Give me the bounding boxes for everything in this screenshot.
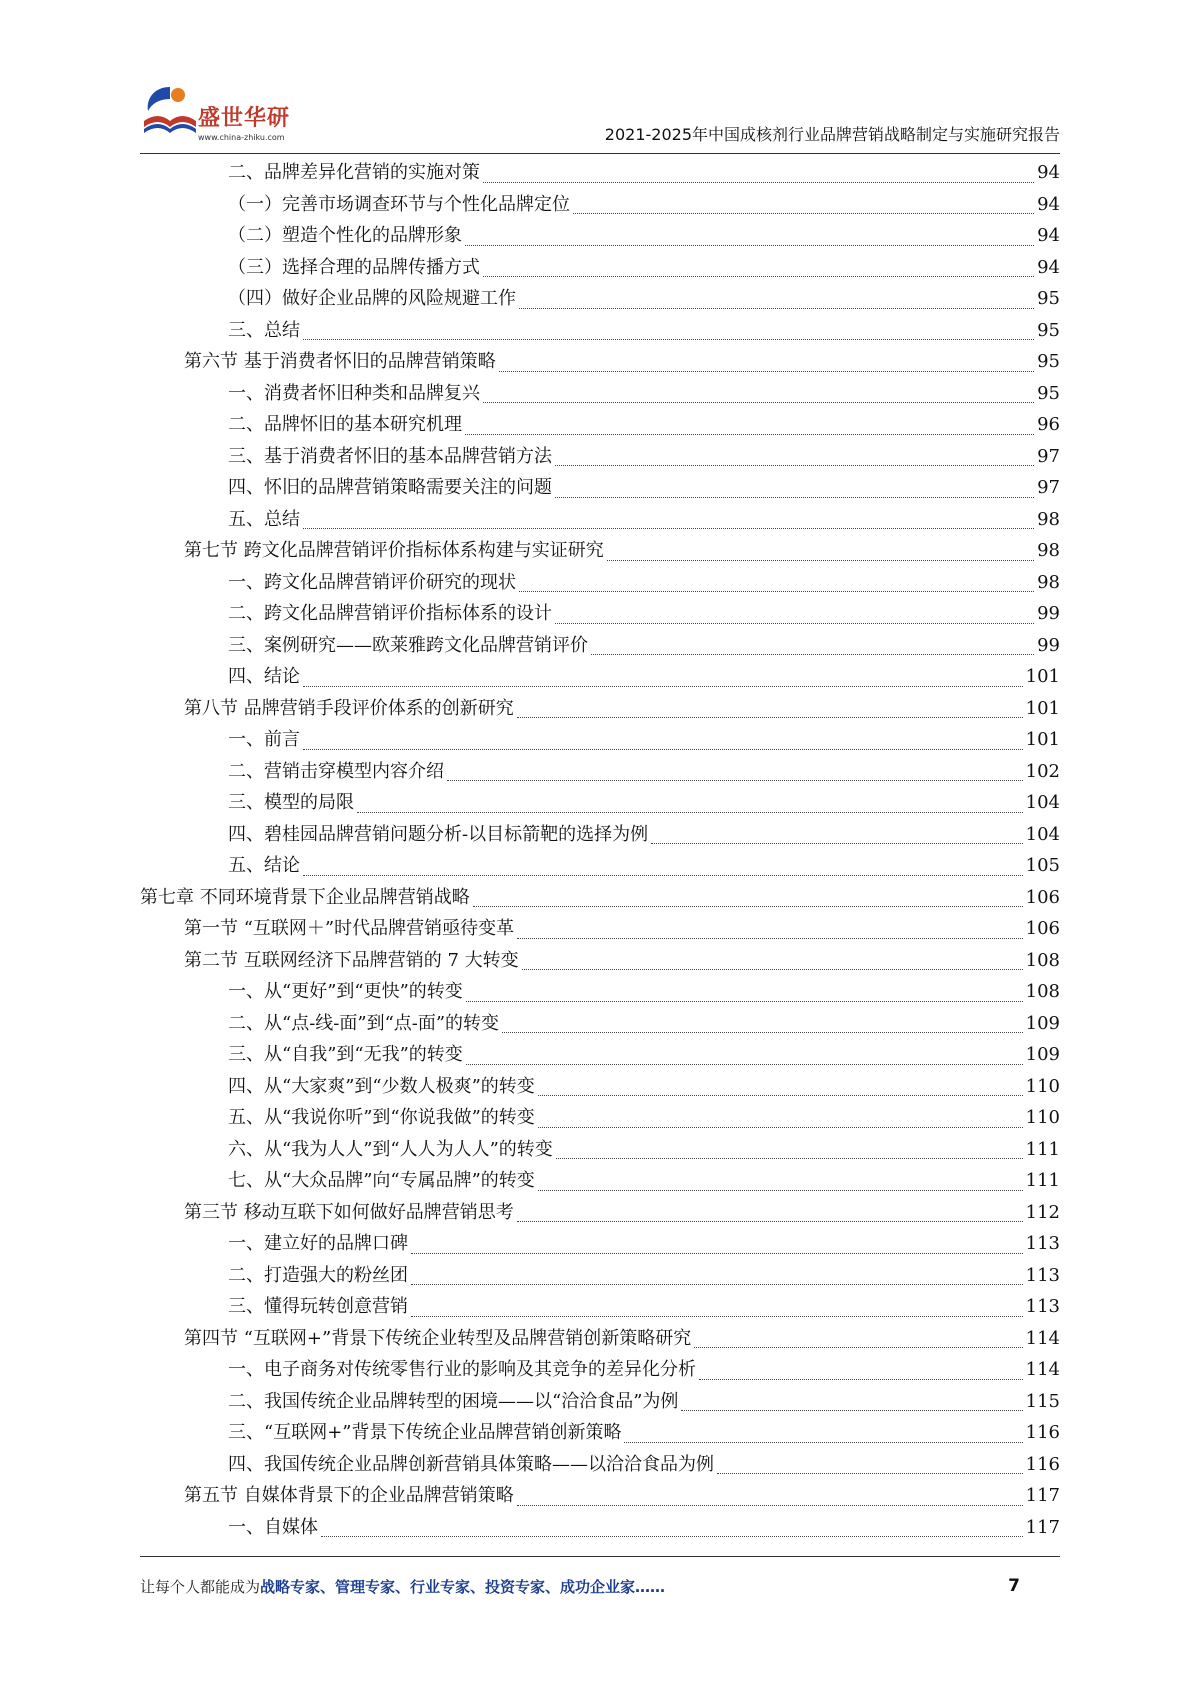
toc-leader-dots <box>411 1253 1023 1254</box>
toc-entry-page: 109 <box>1025 1012 1060 1034</box>
toc-entry-label: 四、碧桂园品牌营销问题分析-以目标箭靶的选择为例 <box>228 823 649 845</box>
toc-entry-label: 第六节 基于消费者怀旧的品牌营销策略 <box>184 351 496 372</box>
toc-leader-dots <box>624 1442 1022 1443</box>
page-number: 7 <box>1008 1576 1020 1596</box>
toc-entry-page: 102 <box>1025 760 1060 782</box>
toc-entry-page: 106 <box>1025 918 1060 939</box>
toc-entry-label: 第八节 品牌营销手段评价体系的创新研究 <box>184 697 514 719</box>
toc-entry-label: 三、懂得玩转创意营销 <box>228 1296 408 1317</box>
toc-leader-dots <box>573 213 1034 214</box>
toc-entry[interactable] <box>140 787 1060 819</box>
toc-leader-dots <box>556 1158 1023 1159</box>
toc-leader-dots <box>555 465 1034 466</box>
toc-leader-dots <box>411 1284 1023 1285</box>
toc-entry[interactable] <box>140 976 1060 1008</box>
toc-entry[interactable] <box>140 819 1060 851</box>
toc-leader-dots <box>303 875 1023 876</box>
toc-leader-dots <box>517 938 1023 939</box>
toc-leader-dots <box>466 1064 1023 1065</box>
footer-slogan-prefix: 让每个人都能成为 <box>140 1578 261 1596</box>
toc-entry[interactable] <box>140 283 1060 315</box>
toc-entry-label: 三、从“自我”到“无我”的转变 <box>228 1044 463 1065</box>
toc-entry-label: 一、从“更好”到“更快”的转变 <box>228 981 463 1002</box>
toc-leader-dots <box>517 1505 1023 1506</box>
toc-entry[interactable] <box>140 346 1060 378</box>
toc-entry-page: 113 <box>1025 1233 1060 1254</box>
toc-entry[interactable] <box>140 1071 1060 1103</box>
toc-entry[interactable] <box>140 661 1060 693</box>
toc-entry-page: 99 <box>1037 634 1060 656</box>
report-title: 2021-2025年中国成核剂行业品牌营销战略制定与实施研究报告 <box>604 125 1060 144</box>
toc-entry-page: 112 <box>1025 1201 1060 1223</box>
table-of-contents <box>140 157 1060 1543</box>
page-header <box>140 75 1060 153</box>
toc-entry-label: 一、自媒体 <box>228 1516 318 1538</box>
toc-leader-dots <box>607 560 1034 561</box>
toc-entry-label: 七、从“大众品牌”向“专属品牌”的转变 <box>228 1170 535 1191</box>
toc-leader-dots <box>519 591 1034 592</box>
toc-entry-page: 117 <box>1025 1516 1060 1538</box>
toc-entry-label: 第一节 “互联网＋”时代品牌营销亟待变革 <box>184 918 515 939</box>
toc-leader-dots <box>483 182 1034 183</box>
toc-entry-label: 三、总结 <box>228 319 300 341</box>
toc-entry-page: 95 <box>1037 319 1060 341</box>
toc-entry[interactable] <box>140 472 1060 504</box>
toc-entry[interactable] <box>140 1008 1060 1040</box>
toc-entry-label: 一、建立好的品牌口碑 <box>228 1233 408 1254</box>
toc-leader-dots <box>651 843 1023 844</box>
toc-entry[interactable] <box>140 189 1060 221</box>
toc-entry-page: 111 <box>1025 1138 1060 1160</box>
toc-entry[interactable] <box>140 315 1060 347</box>
toc-entry-page: 94 <box>1037 162 1060 183</box>
toc-leader-dots <box>502 1032 1023 1033</box>
toc-entry-page: 98 <box>1037 571 1060 593</box>
toc-entry-page: 101 <box>1025 666 1060 687</box>
toc-entry[interactable] <box>140 1228 1060 1260</box>
toc-leader-dots <box>538 1095 1023 1096</box>
toc-entry[interactable] <box>140 1197 1060 1229</box>
toc-entry-label: 第二节 互联网经济下品牌营销的 7 大转变 <box>184 949 519 971</box>
logo-text: 盛世华研 <box>198 106 291 131</box>
toc-leader-dots <box>465 245 1034 246</box>
toc-leader-dots <box>303 749 1023 750</box>
toc-entry-label: 一、消费者怀旧种类和品牌复兴 <box>228 382 480 404</box>
toc-entry[interactable] <box>140 1165 1060 1197</box>
toc-entry-page: 94 <box>1037 256 1060 278</box>
toc-entry-label: 第七章 不同环境背景下企业品牌营销战略 <box>140 886 470 908</box>
toc-entry[interactable] <box>140 1260 1060 1292</box>
toc-entry-label: 二、品牌差异化营销的实施对策 <box>228 162 480 183</box>
toc-leader-dots <box>499 371 1034 372</box>
toc-leader-dots <box>519 308 1034 309</box>
toc-entry-page: 113 <box>1025 1296 1060 1317</box>
toc-entry-page: 111 <box>1025 1170 1060 1191</box>
toc-entry-label: 三、“互联网+”背景下传统企业品牌营销创新策略 <box>228 1422 622 1443</box>
toc-entry-page: 101 <box>1025 729 1060 750</box>
toc-entry[interactable] <box>140 1291 1060 1323</box>
toc-entry-label: 五、从“我说你听”到“你说我做”的转变 <box>228 1107 535 1128</box>
toc-entry-page: 99 <box>1037 603 1060 624</box>
toc-entry[interactable] <box>140 409 1060 441</box>
toc-leader-dots <box>447 780 1023 781</box>
toc-entry[interactable] <box>140 913 1060 945</box>
toc-entry-page: 115 <box>1025 1390 1060 1412</box>
toc-entry-label: 二、从“点-线-面”到“点-面”的转变 <box>228 1012 500 1034</box>
toc-entry-label: 六、从“我为人人”到“人人为人人”的转变 <box>228 1138 553 1160</box>
toc-leader-dots <box>303 686 1023 687</box>
toc-entry[interactable] <box>140 1102 1060 1134</box>
toc-entry[interactable] <box>140 252 1060 284</box>
toc-entry[interactable] <box>140 1417 1060 1449</box>
toc-leader-dots <box>321 1536 1023 1537</box>
toc-entry-page: 98 <box>1037 540 1060 561</box>
toc-entry-label: 四、怀旧的品牌营销策略需要关注的问题 <box>228 477 552 498</box>
toc-leader-dots <box>717 1473 1023 1474</box>
toc-entry-label: 二、我国传统企业品牌转型的困境——以“洽洽食品”为例 <box>228 1390 679 1412</box>
toc-entry-label: （一）完善市场调查环节与个性化品牌定位 <box>228 193 570 215</box>
toc-leader-dots <box>538 1127 1023 1128</box>
toc-entry-page: 98 <box>1037 508 1060 530</box>
toc-entry[interactable] <box>140 850 1060 882</box>
toc-leader-dots <box>357 812 1023 813</box>
toc-entry-label: 第五节 自媒体背景下的企业品牌营销策略 <box>184 1485 514 1506</box>
toc-entry-label: 三、案例研究——欧莱雅跨文化品牌营销评价 <box>228 634 588 656</box>
toc-leader-dots <box>466 1001 1023 1002</box>
logo-book-icon <box>140 81 200 145</box>
toc-entry-page: 94 <box>1037 225 1060 246</box>
toc-entry[interactable] <box>140 220 1060 252</box>
toc-entry-page: 114 <box>1025 1327 1060 1349</box>
toc-entry-page: 95 <box>1037 351 1060 372</box>
toc-leader-dots <box>483 276 1034 277</box>
toc-entry[interactable] <box>140 1480 1060 1512</box>
toc-entry-page: 97 <box>1037 445 1060 467</box>
toc-entry[interactable] <box>140 1354 1060 1386</box>
toc-entry-label: 三、模型的局限 <box>228 792 354 813</box>
toc-entry[interactable] <box>140 1134 1060 1166</box>
toc-entry-label: 一、跨文化品牌营销评价研究的现状 <box>228 571 516 593</box>
toc-entry-page: 108 <box>1025 981 1060 1002</box>
page-footer <box>140 1576 1020 1600</box>
toc-entry-label: 四、我国传统企业品牌创新营销具体策略——以洽洽食品为例 <box>228 1453 714 1475</box>
toc-leader-dots <box>303 528 1034 529</box>
toc-entry[interactable] <box>140 598 1060 630</box>
footer-slogan-highlight: 战略专家、管理专家、行业专家、投资专家、成功企业家…… <box>260 1578 666 1596</box>
toc-entry[interactable] <box>140 378 1060 410</box>
toc-entry[interactable] <box>140 724 1060 756</box>
toc-leader-dots <box>699 1379 1023 1380</box>
toc-leader-dots <box>303 339 1034 340</box>
toc-entry-page: 96 <box>1037 414 1060 435</box>
company-logo <box>140 81 300 145</box>
toc-leader-dots <box>411 1316 1023 1317</box>
toc-leader-dots <box>465 434 1034 435</box>
toc-entry[interactable] <box>140 1386 1060 1418</box>
toc-leader-dots <box>555 497 1034 498</box>
toc-entry[interactable] <box>140 1039 1060 1071</box>
toc-entry-page: 105 <box>1025 855 1060 876</box>
toc-entry-label: 二、品牌怀旧的基本研究机理 <box>228 414 462 435</box>
toc-entry-label: 五、结论 <box>228 855 300 876</box>
toc-entry[interactable] <box>140 1323 1060 1355</box>
toc-entry[interactable] <box>140 567 1060 599</box>
toc-entry-label: （四）做好企业品牌的风险规避工作 <box>228 288 516 309</box>
toc-entry[interactable] <box>140 157 1060 189</box>
toc-entry-label: 二、打造强大的粉丝团 <box>228 1264 408 1286</box>
toc-entry-page: 95 <box>1037 288 1060 309</box>
toc-leader-dots <box>483 402 1034 403</box>
toc-entry-page: 109 <box>1025 1044 1060 1065</box>
toc-entry[interactable] <box>140 504 1060 536</box>
toc-entry-page: 116 <box>1025 1422 1060 1443</box>
toc-entry-label: 第三节 移动互联下如何做好品牌营销思考 <box>184 1201 514 1223</box>
toc-entry-page: 113 <box>1025 1264 1060 1286</box>
header-divider <box>140 153 1060 154</box>
toc-entry-label: 第七节 跨文化品牌营销评价指标体系构建与实证研究 <box>184 540 604 561</box>
toc-leader-dots <box>473 906 1023 907</box>
toc-leader-dots <box>517 717 1023 718</box>
toc-entry[interactable] <box>140 882 1060 914</box>
footer-divider <box>140 1556 1060 1557</box>
toc-entry[interactable] <box>140 693 1060 725</box>
toc-leader-dots <box>522 969 1023 970</box>
toc-entry-page: 101 <box>1025 697 1060 719</box>
toc-entry-label: 一、前言 <box>228 729 300 750</box>
toc-entry-page: 104 <box>1025 792 1060 813</box>
toc-entry-label: （二）塑造个性化的品牌形象 <box>228 225 462 246</box>
toc-entry-label: 二、营销击穿模型内容介绍 <box>228 760 444 782</box>
toc-entry-page: 95 <box>1037 382 1060 404</box>
toc-entry-page: 117 <box>1025 1485 1060 1506</box>
toc-leader-dots <box>517 1221 1023 1222</box>
toc-entry-page: 104 <box>1025 823 1060 845</box>
toc-leader-dots <box>591 654 1034 655</box>
toc-entry[interactable] <box>140 1512 1060 1544</box>
toc-leader-dots <box>681 1410 1022 1411</box>
toc-entry-label: 四、结论 <box>228 666 300 687</box>
toc-entry-label: 四、从“大家爽”到“少数人极爽”的转变 <box>228 1075 535 1097</box>
toc-entry[interactable] <box>140 630 1060 662</box>
toc-leader-dots <box>538 1190 1023 1191</box>
toc-entry-label: 二、跨文化品牌营销评价指标体系的设计 <box>228 603 552 624</box>
toc-entry-page: 94 <box>1037 193 1060 215</box>
toc-entry[interactable] <box>140 945 1060 977</box>
toc-entry-page: 110 <box>1025 1107 1060 1128</box>
toc-entry-page: 106 <box>1025 886 1060 908</box>
toc-entry[interactable] <box>140 535 1060 567</box>
toc-entry-page: 116 <box>1025 1453 1060 1475</box>
logo-url: www.china-zhiku.com <box>198 133 285 142</box>
toc-entry-label: 三、基于消费者怀旧的基本品牌营销方法 <box>228 445 552 467</box>
toc-leader-dots <box>555 623 1034 624</box>
toc-entry-page: 108 <box>1025 949 1060 971</box>
toc-entry[interactable] <box>140 1449 1060 1481</box>
toc-entry[interactable] <box>140 756 1060 788</box>
toc-entry[interactable] <box>140 441 1060 473</box>
toc-entry-label: 第四节 “互联网+”背景下传统企业转型及品牌营销创新策略研究 <box>184 1327 692 1349</box>
toc-entry-page: 114 <box>1025 1359 1060 1380</box>
toc-entry-label: 一、电子商务对传统零售行业的影响及其竞争的差异化分析 <box>228 1359 696 1380</box>
toc-entry-label: 五、总结 <box>228 508 300 530</box>
toc-leader-dots <box>694 1347 1022 1348</box>
toc-entry-label: （三）选择合理的品牌传播方式 <box>228 256 480 278</box>
toc-entry-page: 110 <box>1025 1075 1060 1097</box>
toc-entry-page: 97 <box>1037 477 1060 498</box>
